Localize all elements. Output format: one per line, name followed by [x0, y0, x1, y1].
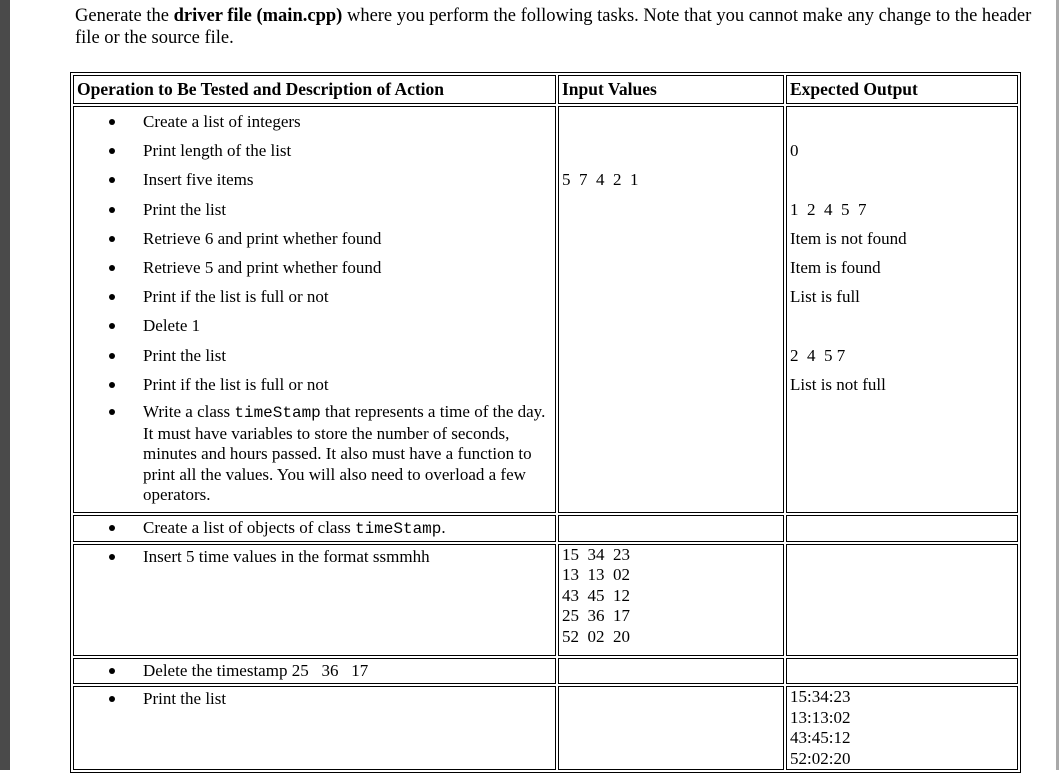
bullet-icon: [109, 119, 115, 125]
list-item: Print the list: [77, 341, 555, 370]
table-row: [73, 515, 1018, 542]
operations-table: [70, 72, 1021, 773]
operation-list: [77, 107, 555, 512]
operation-cell: [73, 686, 556, 770]
table-row: [73, 544, 1018, 657]
left-edge-bar: [0, 0, 10, 770]
table-row: [73, 686, 1018, 770]
table-row: [73, 658, 1018, 684]
bullet-icon: [109, 207, 115, 213]
intro-bold-filename: driver file (main.cpp): [173, 6, 343, 26]
list-item: Retrieve 5 and print whether found: [77, 253, 555, 282]
header-operation: Operation to Be Tested and Description of Action: [73, 75, 556, 104]
output-cell: [786, 515, 1018, 542]
table-row: [73, 106, 1018, 513]
list-item-class-description: Write a class timeStamp that represents a time of the day. It must have variables to store the number of seconds, minutes and hours passed. It also must have a function to print all the values. You will also need to overload a few operators.: [77, 399, 555, 512]
bullet-icon: [109, 323, 115, 329]
bullet-icon: [109, 409, 115, 415]
list-item: Delete the timestamp 25 36 17: [77, 659, 555, 683]
list-item: Retrieve 6 and print whether found: [77, 224, 555, 253]
list-item: Create a list of objects of class timeStamp.: [77, 516, 555, 541]
intro-paragraph: Generate the driver file (main.cpp) where you perform the following tasks. Note that you cannot make any change to the header file or the source file.: [75, 6, 1032, 48]
input-cell: [558, 658, 784, 684]
list-item: Print the list: [77, 687, 555, 711]
list-item: Delete 1: [77, 311, 555, 340]
bullet-icon: [109, 294, 115, 300]
input-values: 5 7 4 2 1: [562, 170, 639, 190]
bullet-icon: [109, 236, 115, 242]
output-cell: 15:34:23 13:13:02 43:45:12 52:02:20: [786, 686, 1018, 770]
output-cell: [786, 106, 1018, 513]
list-item: Print length of the list: [77, 136, 555, 165]
operation-cell: [73, 544, 556, 657]
list-item: Insert 5 time values in the format ssmmhh: [77, 545, 555, 569]
bullet-icon: [109, 525, 115, 531]
bullet-icon: [109, 382, 115, 388]
operation-cell: [73, 658, 556, 684]
bullet-icon: [109, 353, 115, 359]
output-cell: [786, 544, 1018, 657]
bullet-icon: [109, 668, 115, 674]
input-cell: [558, 515, 784, 542]
table-header-row: [73, 75, 1018, 104]
header-input-values: Input Values: [558, 75, 784, 104]
header-expected-output: Expected Output: [786, 75, 1018, 104]
list-item: Print if the list is full or not: [77, 282, 555, 311]
bullet-icon: [109, 265, 115, 271]
bullet-icon: [109, 177, 115, 183]
operation-cell: [73, 106, 556, 513]
list-item: Print the list: [77, 195, 555, 224]
output-cell: [786, 658, 1018, 684]
input-cell: [558, 686, 784, 770]
expected-output-values: 0 1 2 4 5 7 Item is not found Item is found List is full 2 4 5 7 List is not full: [790, 141, 907, 394]
input-cell: [558, 106, 784, 513]
operation-cell: [73, 515, 556, 542]
input-cell: 15 34 23 13 13 02 43 45 12 25 36 17 52 02 20: [558, 544, 784, 657]
bullet-icon: [109, 148, 115, 154]
list-item: Insert five items: [77, 165, 555, 194]
bullet-icon: [109, 554, 115, 560]
bullet-icon: [109, 696, 115, 702]
list-item: Print if the list is full or not: [77, 370, 555, 399]
list-item: Create a list of integers: [77, 107, 555, 136]
